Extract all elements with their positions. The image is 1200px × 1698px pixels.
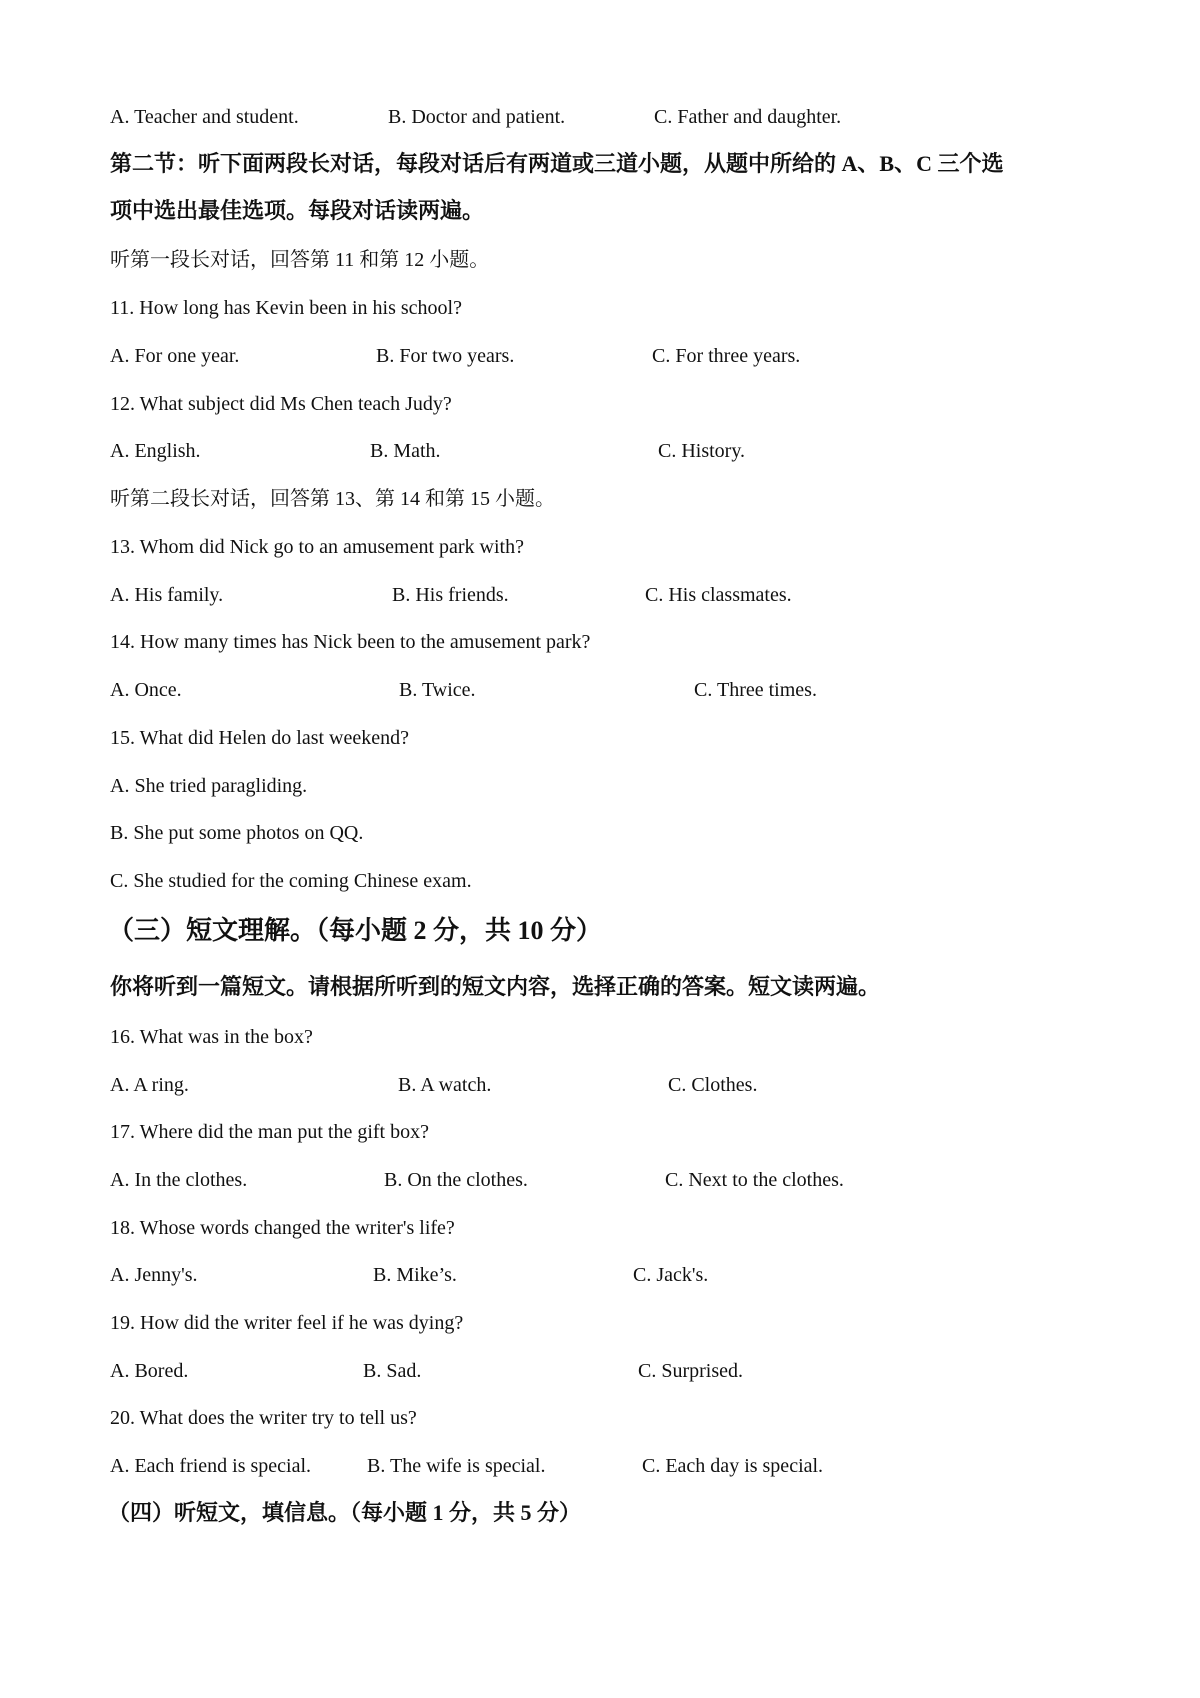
dialog2-instruction: 听第二段长对话，回答第 13、第 14 和第 15 小题。 [110,488,555,510]
option-b: B. Sad. [363,1360,422,1382]
part3-heading: （三）短文理解。（每小题 2 分，共 10 分） [108,916,603,945]
option-b: B. Doctor and patient. [388,106,566,128]
part4-heading: （四）听短文，填信息。（每小题 1 分，共 5 分） [108,1500,582,1525]
option-b: B. Mike’s. [373,1264,457,1286]
option-a: A. Once. [110,679,182,701]
question-text: 20. What does the writer try to tell us? [110,1407,417,1429]
option-b: B. She put some photos on QQ. [110,822,364,844]
option-a: A. In the clothes. [110,1169,248,1191]
option-a: A. For one year. [110,345,240,367]
question-text: 14. How many times has Nick been to the amusement park? [110,631,591,653]
part3-instruction: 你将听到一篇短文。请根据所听到的短文内容，选择正确的答案。短文读两遍。 [110,974,881,999]
option-a: A. A ring. [110,1074,189,1096]
option-c: C. His classmates. [645,584,792,606]
option-b: B. Twice. [399,679,476,701]
option-c: C. She studied for the coming Chinese exam. [110,870,472,892]
question-text: 11. How long has Kevin been in his school? [110,297,462,319]
question-text: 12. What subject did Ms Chen teach Judy? [110,393,452,415]
option-c: C. Surprised. [638,1360,743,1382]
question-text: 19. How did the writer feel if he was dying? [110,1312,464,1334]
question-text: 16. What was in the box? [110,1026,313,1048]
option-c: C. Three times. [694,679,817,701]
section-heading-cont: 项中选出最佳选项。每段对话读两遍。 [110,198,485,223]
question-text: 13. Whom did Nick go to an amusement park with? [110,536,524,558]
option-b: B. For two years. [376,345,515,367]
option-c: C. Next to the clothes. [665,1169,844,1191]
option-c: C. Father and daughter. [654,106,842,128]
question-text: 15. What did Helen do last weekend? [110,727,409,749]
option-b: B. Math. [370,440,441,462]
option-a: A. Each friend is special. [110,1455,312,1477]
option-a: A. Teacher and student. [110,106,299,128]
option-a: A. Jenny's. [110,1264,198,1286]
section-heading: 第二节：听下面两段长对话，每段对话后有两道或三道小题，从题中所给的 A、B、C 三个选 [110,151,1004,176]
option-c: C. History. [658,440,746,462]
option-a: A. She tried paragliding. [110,775,308,797]
option-c: C. Jack's. [633,1264,709,1286]
dialog1-instruction: 听第一段长对话，回答第 11 和第 12 小题。 [110,249,490,271]
option-c: C. Clothes. [668,1074,758,1096]
option-b: B. A watch. [398,1074,492,1096]
question-text: 17. Where did the man put the gift box? [110,1121,429,1143]
option-b: B. His friends. [392,584,509,606]
option-c: C. Each day is special. [642,1455,824,1477]
option-a: A. English. [110,440,201,462]
option-b: B. On the clothes. [384,1169,528,1191]
option-a: A. Bored. [110,1360,189,1382]
option-a: A. His family. [110,584,224,606]
question-text: 18. Whose words changed the writer's life? [110,1217,455,1239]
option-c: C. For three years. [652,345,801,367]
option-b: B. The wife is special. [367,1455,546,1477]
